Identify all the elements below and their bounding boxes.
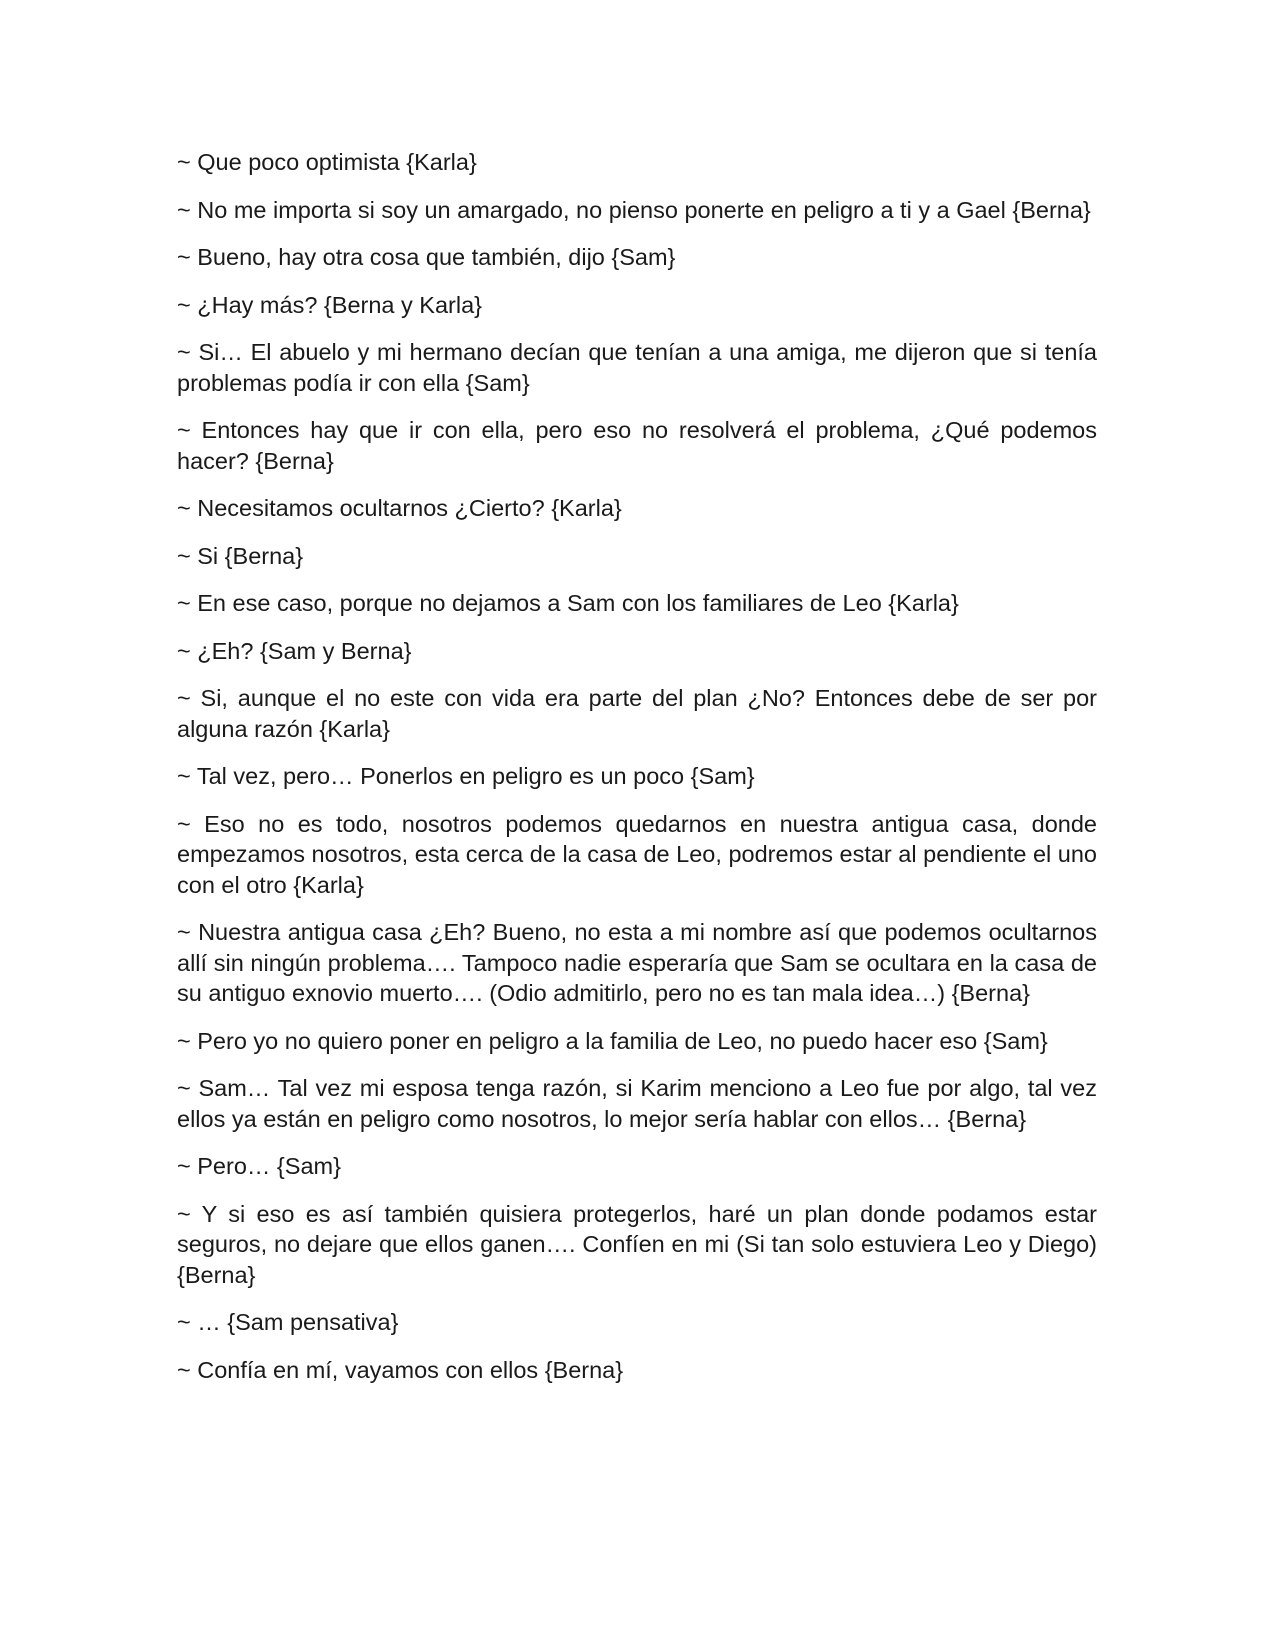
dialogue-line: ~ Si, aunque el no este con vida era parte del plan ¿No? Entonces debe de ser por alguna razón {Karla} [177,685,1097,742]
dialogue-line: ~ Confía en mí, vayamos con ellos {Berna} [177,1356,624,1383]
dialogue-line: ~ ¿Eh? {Sam y Berna} [177,637,412,664]
dialogue-line: ~ Si {Berna} [177,542,304,569]
dialogue-line: ~ Eso no es todo, nosotros podemos quedarnos en nuestra antigua casa, donde empezamos nosotros, esta cerca de la casa de Leo, podremos estar al pendiente el uno con el otro {Karla} [177,810,1097,898]
dialogue-line: ~ Pero yo no quiero poner en peligro a la familia de Leo, no puedo hacer eso {Sam} [177,1027,1048,1054]
dialogue-line: ~ En ese caso, porque no dejamos a Sam con los familiares de Leo {Karla} [177,590,959,616]
dialogue-line: ~ Nuestra antigua casa ¿Eh? Bueno, no esta a mi nombre así que podemos ocultarnos allí sin ningún problema…. Tampoco nadie esperaría que Sam se ocultara en la casa de su antiguo exnovio muerto…. (Odio admitirlo, pero no es tan mala idea…) {Berna} [177,919,1097,1006]
dialogue-line: ~ Sam… Tal vez mi esposa tenga razón, si Karim menciono a Leo fue por algo, tal vez ellos ya están en peligro como nosotros, lo mejor sería hablar con ellos… {Berna} [177,1075,1097,1132]
dialogue-line: ~ Bueno, hay otra cosa que también, dijo {Sam} [177,244,676,270]
dialogue-line: ~ Entonces hay que ir con ella, pero eso no resolverá el problema, ¿Qué podemos hacer? {Berna} [177,417,1097,474]
dialogue-line: ~ Necesitamos ocultarnos ¿Cierto? {Karla} [177,495,622,521]
dialogue-line: ~ Tal vez, pero… Ponerlos en peligro es un poco {Sam} [177,763,755,789]
dialogue-line: ~ Que poco optimista {Karla} [177,149,477,175]
dialogue-line: ~ No me importa si soy un amargado, no pienso ponerte en peligro a ti y a Gael {Berna} [177,196,1091,223]
dialogue-line: ~ Y si eso es así también quisiera protegerlos, haré un plan donde podamos estar seguros, no dejare que ellos ganen…. Confíen en mi (Si tan solo estuviera Leo y Diego) {Berna} [177,1200,1097,1288]
dialogue-line: ~ Pero… {Sam} [177,1153,341,1179]
dialogue-text [177,147,1097,1402]
dialogue-line: ~ … {Sam pensativa} [177,1309,399,1335]
dialogue-line: ~ ¿Hay más? {Berna y Karla} [177,291,482,318]
dialogue-line: ~ Si… El abuelo y mi hermano decían que tenían a una amiga, me dijeron que si tenía problemas podía ir con ella {Sam} [177,339,1097,396]
